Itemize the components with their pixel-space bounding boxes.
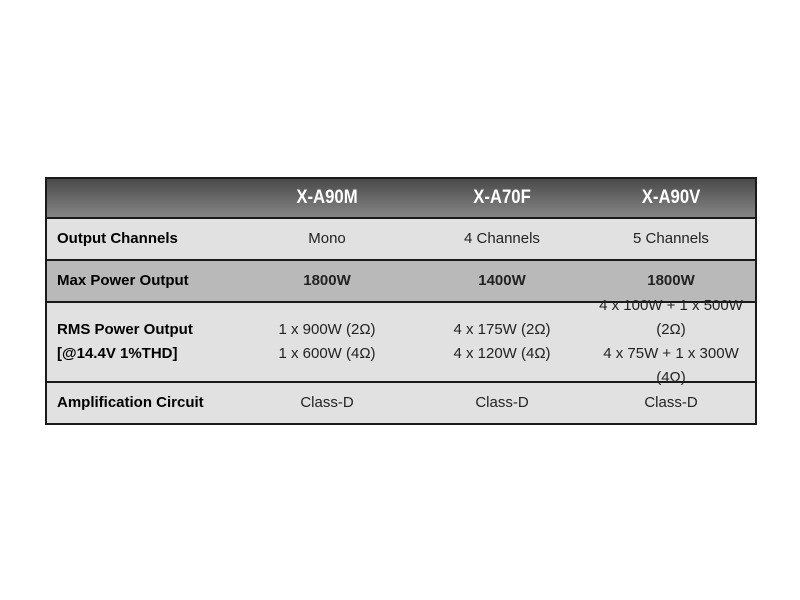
table-row [47,219,755,261]
row-label-line: RMS Power Output [57,321,193,338]
column-header: X-A90V [641,187,701,208]
cell-line: 4 x 175W (2Ω) [453,321,551,338]
table-row [47,297,755,386]
row-label [47,318,237,366]
cell: 5 Channels [633,230,709,247]
column-header: X-A90M [296,187,358,208]
row-label: Output Channels [57,230,178,247]
cell [587,294,755,390]
header-row [47,179,755,219]
cell: Mono [308,230,346,247]
cell: 1800W [303,272,351,289]
cell [417,318,587,366]
row-label: Max Power Output [57,272,189,289]
cell: 4 Channels [464,230,540,247]
cell: 1800W [647,272,695,289]
column-header: X-A70F [473,187,531,208]
cell: Class-D [644,394,698,411]
spec-table [45,177,757,425]
cell-line: 1 x 900W (2Ω) [278,321,376,338]
cell [237,318,417,366]
row-label-line: [@14.4V 1%THD] [57,345,178,362]
cell: Class-D [300,394,354,411]
cell-line: 4 x 120W (4Ω) [453,345,551,362]
cell-line: 1 x 600W (4Ω) [278,345,376,362]
row-label: Amplification Circuit [57,394,204,411]
cell-line: 4 x 75W + 1 x 300W (4Ω) [603,345,739,386]
cell: Class-D [475,394,529,411]
cell-line: 4 x 100W + 1 x 500W (2Ω) [599,297,743,338]
cell: 1400W [478,272,526,289]
